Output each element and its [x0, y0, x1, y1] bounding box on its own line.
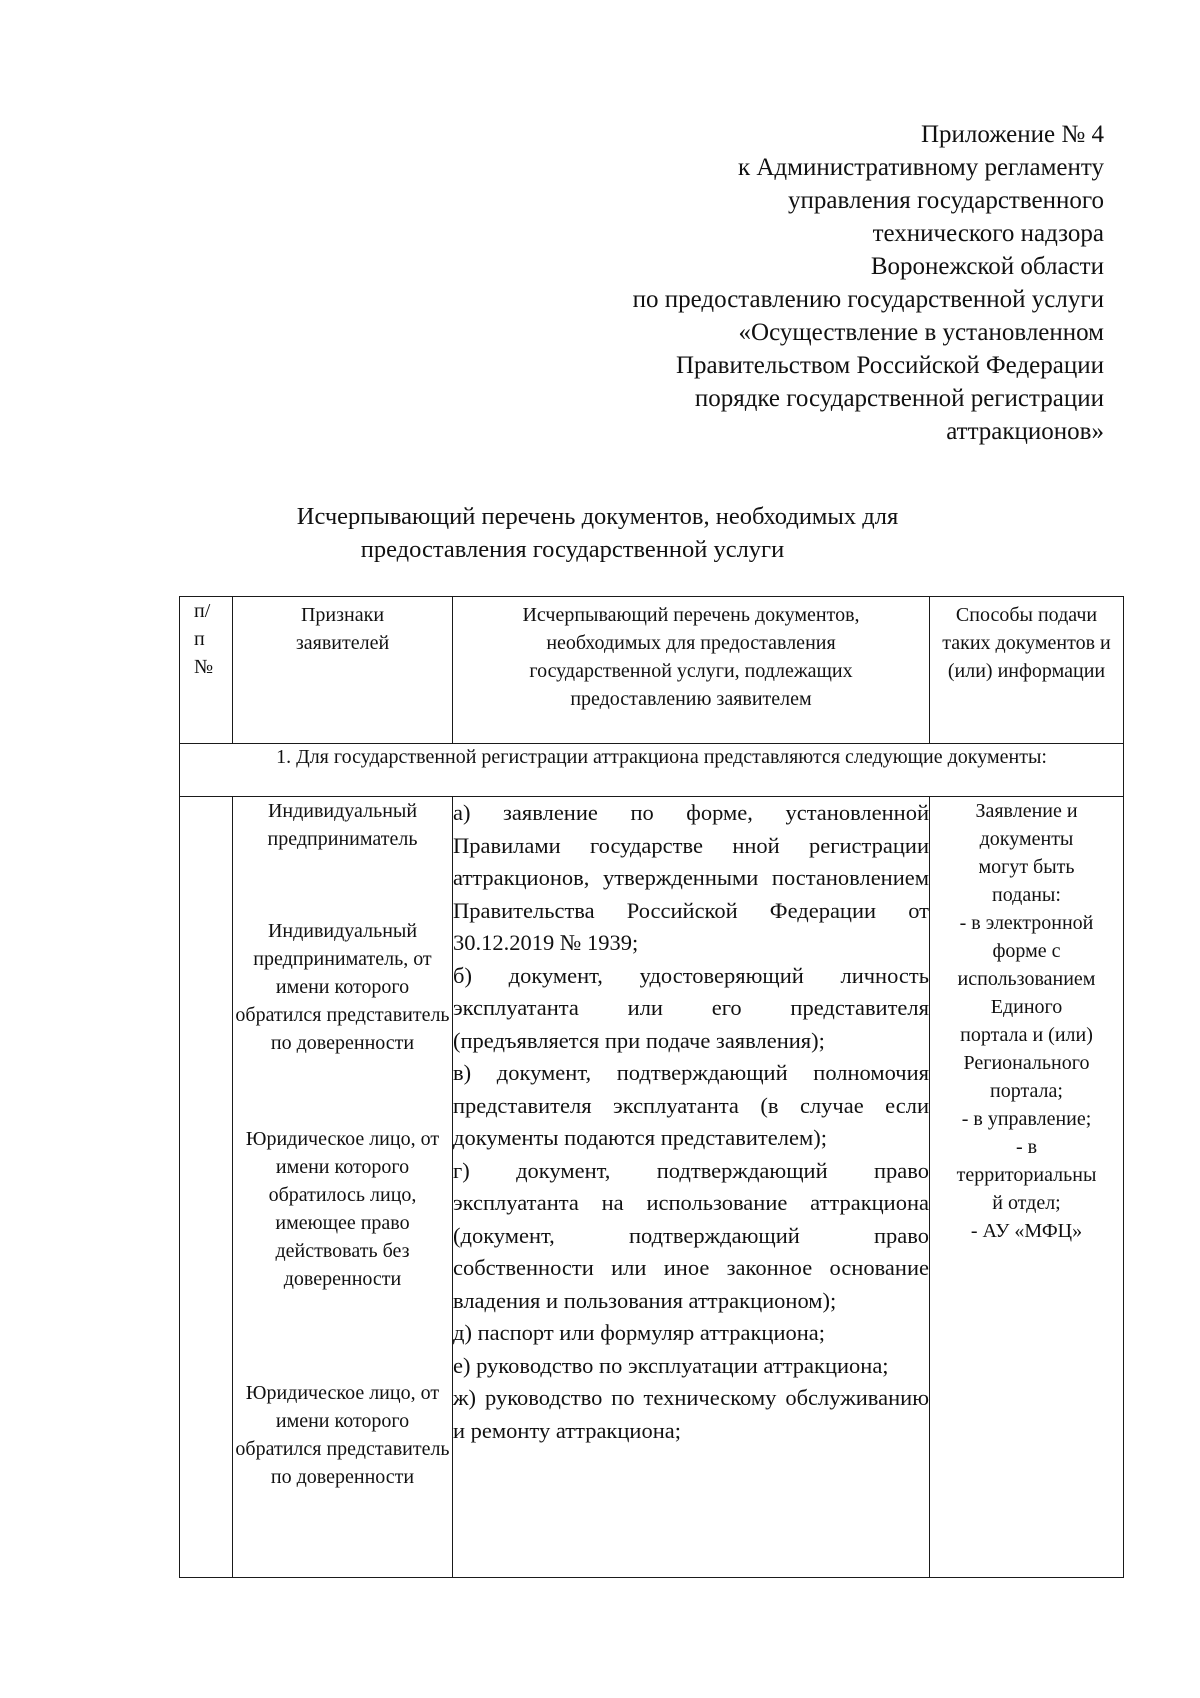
header-line: по предоставлению государственной услуги [632, 286, 1104, 313]
document-item: е) руководство по эксплуатации аттракциона; [453, 1352, 889, 1378]
header-line: управления государственного [788, 187, 1104, 214]
header-number-cell [180, 597, 233, 744]
header-number-line: № [194, 656, 214, 678]
applicant-sign: Юридическое лицо, от имени которого обратилось лицо, имеющее право действовать без доверенности [245, 1128, 440, 1290]
header-line: аттракционов» [946, 418, 1104, 445]
submission-way-line: - в управление; [961, 1108, 1092, 1130]
document-item: б) документ, удостоверяющий личность эксплуатанта или его представителя (предъявляется при подаче заявления); [453, 962, 929, 1053]
document-item: г) документ, подтверждающий право эксплуатанта на использование аттракциона (документ, подтверждающий право собственности или иное законное основание владения и пользования аттракционом); [453, 1157, 929, 1313]
submission-way-line: портала и (или) [960, 1024, 1093, 1046]
header-line: Приложение № 4 [920, 121, 1104, 148]
applicant-sign: Индивидуальный предприниматель, от имени которого обратился представитель по доверенности [235, 920, 450, 1054]
table-row [180, 797, 1124, 1578]
submission-way-line: использованием [957, 968, 1096, 990]
header-documents-list: Исчерпывающий перечень документов, необходимых для предоставления государственной услуги, подлежащих предоставлению заявителем [453, 597, 930, 744]
document-item: ж) руководство по техническому обслуживанию и ремонту аттракциона; [453, 1385, 929, 1443]
document-item: д) паспорт или формуляр аттракциона; [453, 1320, 826, 1345]
header-line: порядке государственной регистрации [694, 385, 1104, 412]
submission-way-line: документы [979, 828, 1074, 850]
documents-list-cell [453, 797, 930, 1578]
submission-way-line: - в [1015, 1136, 1038, 1158]
header-applicant-signs: Признаки заявителей [233, 597, 453, 744]
submission-way-line: - в электронной [959, 912, 1094, 934]
submission-way-line: портала; [990, 1080, 1063, 1102]
row-number-cell [180, 797, 233, 1578]
header-line: «Осуществление в установленном [738, 319, 1104, 346]
submission-way-line: поданы: [992, 884, 1061, 906]
documents-table [179, 596, 1124, 1578]
applicant-signs-cell [233, 797, 453, 1578]
submission-way-line: Единого [990, 996, 1063, 1018]
submission-ways-cell [930, 797, 1124, 1578]
header-line: к Административному регламенту [737, 154, 1104, 181]
document-item: в) документ, подтверждающий полномочия представителя эксплуатанта (в случае если документы подаются представителем); [453, 1060, 929, 1150]
section-heading: 1. Для государственной регистрации аттракциона представляются следующие документы: [180, 744, 1124, 797]
table-header-row [180, 597, 1124, 744]
document-title [0, 500, 1200, 566]
submission-way-line: форме с [992, 940, 1061, 962]
header-line: Правительством Российской Федерации [675, 352, 1104, 379]
appendix-header [633, 118, 1104, 448]
header-submission-ways: Способы подачи таких документов и (или) информации [930, 597, 1124, 744]
header-line: технического надзора [872, 220, 1104, 247]
submission-way-line: Регионального [963, 1052, 1090, 1074]
header-number-line: п/ [194, 600, 211, 622]
submission-way-line: - АУ «МФЦ» [970, 1220, 1083, 1242]
applicant-sign: Индивидуальный предприниматель [267, 800, 418, 850]
submission-way-line: й отдел; [992, 1192, 1061, 1214]
submission-way-line: могут быть [978, 856, 1075, 878]
submission-way-line: территориальны [956, 1164, 1097, 1186]
document-item: а) заявление по форме, установленной Правилами государстве нной регистрации аттракционов, утвержденными постановлением Правительства Российской Федерации от 30.12.2019 № 1939; [453, 800, 929, 955]
title-line-1: Исчерпывающий перечень документов, необходимых для [296, 503, 899, 530]
section-row [180, 744, 1124, 797]
applicant-sign: Юридическое лицо, от имени которого обратился представитель по доверенности [235, 1382, 450, 1488]
header-line: Воронежской области [870, 253, 1104, 280]
submission-way-line: Заявление и [975, 800, 1078, 822]
header-number-line: п [194, 628, 205, 650]
title-line-2: предоставления государственной услуги [360, 536, 785, 563]
